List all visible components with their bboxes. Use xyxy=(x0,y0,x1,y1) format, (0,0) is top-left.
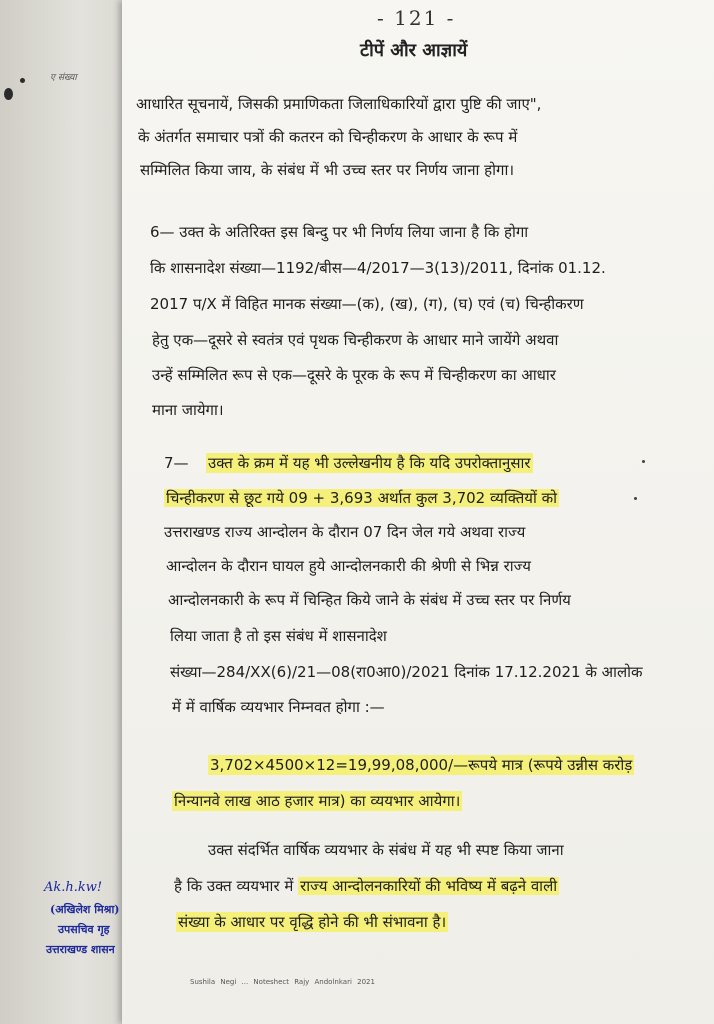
page-number: - 121 - xyxy=(377,6,456,30)
body-text: है कि उक्त व्ययभार में xyxy=(174,877,294,895)
highlighted-phrase: राज्य आन्दोलनकारियों की भविष्य में बढ़ने वाली xyxy=(300,877,558,895)
body-line: उक्त संदर्भित वार्षिक व्ययभार के संबंध में यह भी स्पष्ट किया जाना xyxy=(208,841,564,859)
signature-block xyxy=(32,880,152,970)
highlighted-line: संख्या के आधार पर वृद्धि होने की भी संभावना है। xyxy=(178,913,447,931)
punch-hole xyxy=(4,88,13,100)
body-line: आन्दोलन के दौरान घायल हुये आन्दोलनकारी की श्रेणी से भिन्न राज्य xyxy=(166,557,531,575)
signatory-designation: उपसचिव गृह xyxy=(58,923,110,936)
page-title: टीपें और आज्ञायें xyxy=(360,40,468,61)
body-line: संख्या—284/XX(6)/21—08(रा0आ0)/2021 दिनांक 17.12.2021 के आलोक xyxy=(170,663,643,681)
highlighted-line: निन्यानवे लाख आठ हजार मात्र) का व्ययभार आयेगा। xyxy=(174,792,461,810)
body-line: आधारित सूचनायें, जिसकी प्रमाणिकता जिलाधिकारियों द्वारा पुष्टि की जाए", xyxy=(136,95,542,113)
underlying-page xyxy=(0,0,135,1024)
paragraph-number: 7— xyxy=(164,454,189,472)
body-line: कि शासनादेश संख्या—1192/बीस—4/2017—3(13)/2011, दिनांक 01.12. xyxy=(150,259,606,277)
body-line: हेतु एक—दूसरे से स्वतंत्र एवं पृथक चिन्हीकरण के आधार माने जायेंगे अथवा xyxy=(152,331,559,349)
body-line xyxy=(174,876,559,896)
punch-hole xyxy=(20,78,25,83)
body-line: लिया जाता है तो इस संबंध में शासनादेश xyxy=(170,627,387,645)
footer-text: Sushila Negi ... Noteshect Rajy Andolnkari 2021 xyxy=(190,978,375,986)
body-line: सम्मिलित किया जाय, के संबंध में भी उच्च स्तर पर निर्णय जाना होगा। xyxy=(140,161,515,179)
margin-dot xyxy=(634,497,637,500)
note-sheet xyxy=(122,0,714,1024)
body-line: के अंतर्गत समाचार पत्रों की कतरन को चिन्हीकरण के आधार के रूप में xyxy=(138,128,518,146)
body-line: माना जायेगा। xyxy=(152,401,224,419)
signature: Ak.h.kw! xyxy=(44,880,103,895)
margin-dot xyxy=(642,460,645,463)
signatory-name: (अखिलेश मिश्रा) xyxy=(50,903,120,916)
body-line xyxy=(164,488,559,508)
body-line: उन्हें सम्मिलित रूप से एक—दूसरे के पूरक के रूप में चिन्हीकरण का आधार xyxy=(152,366,556,384)
highlighted-phrase: चिन्हीकरण से छूट गये 09 + 3,693 अर्थात कुल 3,702 व्यक्तियों को xyxy=(166,489,558,507)
body-line: 6— उक्त के अतिरिक्त इस बिन्दु पर भी निर्णय लिया जाना है कि होगा xyxy=(150,223,529,241)
highlighted-line: 3,702×4500×12=19,99,08,000/—रूपये मात्र (रूपये उन्नीस करोड़ xyxy=(210,756,633,774)
body-line: उत्तराखण्ड राज्य आन्दोलन के दौरान 07 दिन जेल गये अथवा राज्य xyxy=(164,523,526,541)
signatory-department: उत्तराखण्ड शासन xyxy=(46,943,115,956)
body-line: आन्दोलनकारी के रूप में चिन्हित किये जाने के संबंध में उच्च स्तर पर निर्णय xyxy=(168,591,571,609)
body-line: में में वार्षिक व्ययभार निम्नवत होगा :— xyxy=(172,698,385,716)
margin-note: ए संख्या xyxy=(50,73,77,83)
body-line: 2017 प/X में विहित मानक संख्या—(क), (ख), (ग), (घ) एवं (च) चिन्हीकरण xyxy=(150,295,584,313)
highlighted-line: उक्त के क्रम में यह भी उल्लेखनीय है कि यदि उपरोक्तानुसार xyxy=(208,454,531,472)
